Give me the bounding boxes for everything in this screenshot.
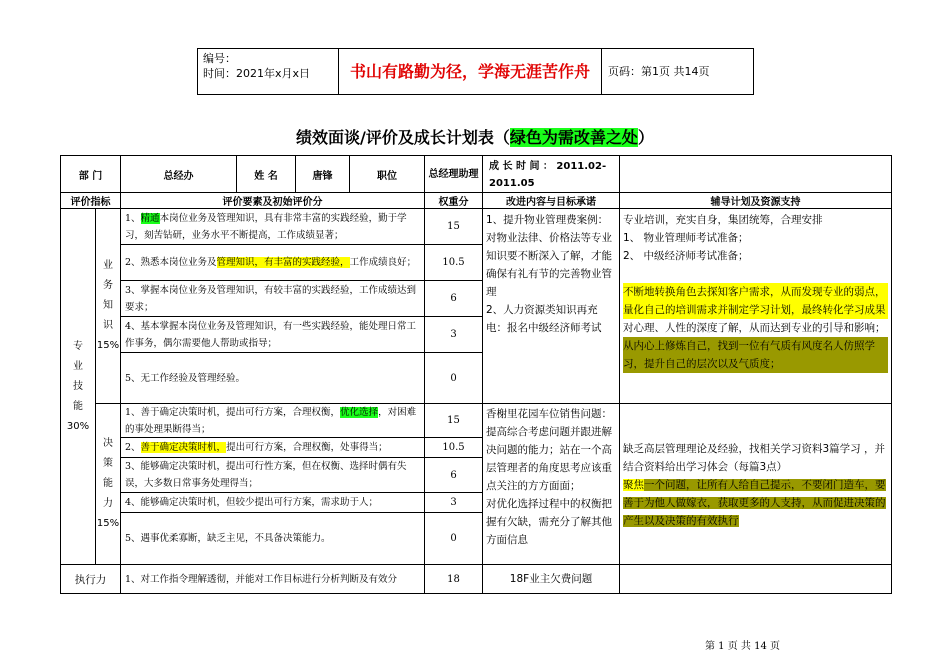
execution-label: 执行力: [60, 564, 121, 594]
execution-item-1: 1、对工作指令理解透彻，并能对工作目标进行分析判断及有效分: [120, 564, 425, 594]
knowledge-score-2: 10.5: [424, 244, 483, 281]
header-meta: [198, 49, 339, 94]
col-support: 辅导计划及资源支持: [619, 192, 892, 209]
decision-improve: 香榭里花园车位销售问题：提高综合考虑问题并跟进解决问题的能力；站在一个高层管理者的角度思考应该重点关注的方方面面； 对优化选择过程中的权衡把握有欠缺，需充分了解其他方面信息: [482, 403, 620, 565]
decision-item-3: 3、能够确定决策时机，提出可行性方案，但在权衡、选择时偶有失误，大多数日常事务处理得当；: [120, 457, 425, 493]
decision-support-focus: 聚焦: [623, 479, 644, 491]
knowledge-score-3: 6: [424, 280, 483, 317]
page-footer: 第 1 页 共 14 页: [705, 641, 780, 652]
col-improve: 改进内容与目标承诺: [482, 192, 620, 209]
knowledge-score-4: 3: [424, 316, 483, 353]
decision-item-5: 5、遇事优柔寡断，缺乏主见，不具备决策能力。: [120, 512, 425, 565]
name-value: 唐锋: [295, 155, 350, 193]
decision-item-1: 1、善于确定决策时机，提出可行方案，合理权衡，优化选择，对困难的事处理果断得当；: [120, 403, 425, 438]
dept-label: 部 门: [60, 155, 121, 193]
knowledge-score-1: 15: [424, 208, 483, 245]
col-weight: 权重分: [424, 192, 483, 209]
decision-support: 缺乏高层管理理论及经验，找相关学习资料3篇学习 ，并结合资料给出学习体会（每篇3点） 聚焦一个问题，让所有人给自己提示，不要闭门造车，要善于为他人做嫁衣，获取更多的人支持，从而促进决策的产生以及决策的有效执行: [619, 403, 892, 565]
decision-score-3: 6: [424, 457, 483, 493]
execution-improve: 18F业主欠费问题: [482, 564, 620, 594]
execution-score-1: 18: [424, 564, 483, 594]
knowledge-improve: 1、提升物业管理费案例：对物业法律、价格法等专业知识要不断深入了解，才能确保有礼有节的完善物业管理 2、人力资源类知识再充电：报名中级经济师考试: [482, 208, 620, 404]
knowledge-support: 专业培训，充实自身，集团统筹，合理安排 1、 物业管理师考试准备； 2、 中级经济师考试准备； 不断地转换角色去探知客户需求，从而发现专业的弱点，量化自己的培训需求并制定学习计划，最终转化学习成果 对心理、人性的深度了解，从而达到专业的引导和影响； 从内心上修炼自己，找到一位有气质有风度名人仿照学习，提升自己的层次以及气质度；: [619, 208, 892, 404]
knowledge-item-1: 1、精通本岗位业务及管理知识，具有非常丰富的实践经验，勤于学习，刻苦钻研，业务水平不断提高，工作成绩显著；: [120, 208, 425, 245]
decision-label: 决 策 能 力 15%: [95, 403, 121, 565]
title-highlight: 绿色为需改善之处: [509, 128, 638, 147]
header-slogan: 书山有路勤为径，学海无涯苦作舟: [339, 49, 602, 94]
knowledge-item-4: 4、基本掌握本岗位业务及管理知识，有一些实践经验，能处理日常工作事务，偶尔需要他人帮助或指导；: [120, 316, 425, 353]
header-page: 页码：第1页 共14页: [608, 65, 710, 78]
knowledge-item-2: 2、熟悉本岗位业务及管理知识，有丰富的实践经验，工作成绩良好；: [120, 244, 425, 281]
decision-item-2: 2、善于确定决策时机，提出可行方案，合理权衡，处事得当；: [120, 437, 425, 458]
time-label: 时间：2021年x月x日: [203, 67, 311, 80]
name-label: 姓 名: [236, 155, 296, 193]
info-blank: [619, 155, 892, 193]
knowledge-support-olive: 从内心上修炼自己，找到一位有气质有风度名人仿照学习，提升自己的层次以及气质度；: [623, 337, 888, 373]
knowledge-score-5: 0: [424, 352, 483, 404]
decision-score-5: 0: [424, 512, 483, 565]
number-label: 编号：: [203, 52, 236, 65]
category-pro-skill: 专 业 技 能 30%: [60, 208, 96, 565]
col-indicator: 评价指标: [60, 192, 121, 209]
decision-score-4: 3: [424, 492, 483, 513]
knowledge-item-5: 5、无工作经验及管理经验。: [120, 352, 425, 404]
knowledge-support-yellow: 不断地转换角色去探知客户需求，从而发现专业的弱点，量化自己的培训需求并制定学习计划，最终转化学习成果: [623, 283, 888, 319]
growth-time: 成 长 时 间 ： 2011.02-2011.05: [482, 155, 620, 193]
decision-item-4: 4、能够确定决策时机，但较少提出可行方案，需求助于人；: [120, 492, 425, 513]
execution-support: [619, 564, 892, 594]
position-label: 职位: [349, 155, 425, 193]
page-title: 绩效面谈/评价及成长计划表（绿色为需改善之处）: [296, 128, 654, 147]
position-value: 总经理助理: [424, 155, 483, 193]
col-elements: 评价要素及初始评价分: [120, 192, 425, 209]
doc-header: [197, 48, 754, 95]
decision-score-1: 15: [424, 403, 483, 438]
knowledge-item-3: 3、掌握本岗位业务及管理知识，有较丰富的实践经验，工作成绩达到要求；: [120, 280, 425, 317]
dept-value: 总经办: [120, 155, 237, 193]
knowledge-label: 业 务 知 识 15%: [95, 208, 121, 404]
decision-score-2: 10.5: [424, 437, 483, 458]
decision-support-olive: 一个问题，让所有人给自己提示，不要闭门造车，要善于为他人做嫁衣，获取更多的人支持，从而促进决策的产生以及决策的有效执行: [623, 479, 886, 527]
